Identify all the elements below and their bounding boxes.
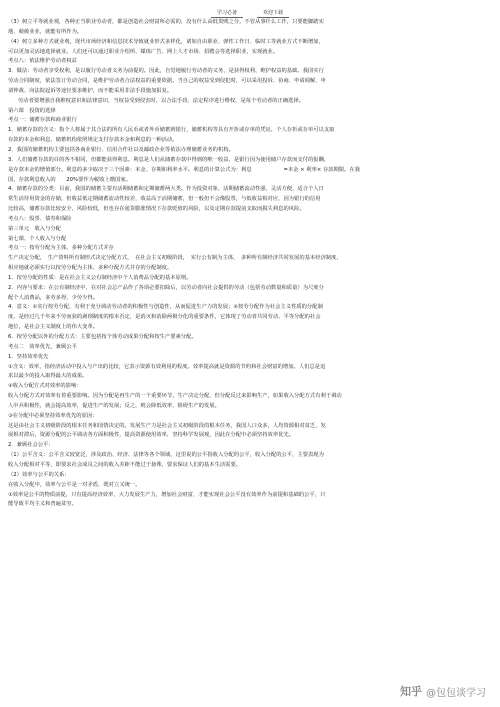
text-line: 考点二 效率优先，兼顾公平: [8, 343, 77, 350]
text-line: 地位，是社会主义制度上的伟大变革。: [8, 324, 99, 331]
text-line: （4）树立多种方式就业观，现代市场经济和信息技术导致就业形式多样化，诸如自由职业、弹性工作日、临时工等就业方式不断增加，: [8, 38, 324, 45]
watermark-text: @包包谈学习: [426, 687, 486, 699]
text-line: 1．储蓄存款的含义：指个人将属于其合法的所有人民币或者外币储蓄到银行，储蓄机构等具有开折或存单的凭证，个人存折或存单可以支取: [8, 127, 335, 134]
text-line: 收入分配相对平等，即要求社会成员之间的收入差距不能过于悬殊，要求保证人们的基本生活需要。: [8, 461, 242, 468]
text-line: 存款的本金和利息，储蓄机构依照规定支付存款本金和利息的一种活动。: [8, 137, 178, 144]
text-line: （3）树立平等就业观，各种正当职业劳动者，都是创造社会财富所必需的，没有什么高低贵贱之分。不管从事什么工作，只要能脚踏实: [8, 19, 324, 25]
text-line: 在收入分配中，效率与公平是一对矛盾，既对立又统一。: [8, 481, 141, 488]
text-line: 2．我国的储蓄机构主要包括各商业银行、信用合作社以及邮政企业等依法办理储蓄业务的机构。: [8, 146, 234, 153]
text-line: 能导致平均主义和普遍贫穷。: [8, 501, 77, 508]
text-line: 人中兵积极性，就会提高效率，促进生产的发展；反之，则会降低效率，阻碍生产的发展。: [8, 402, 220, 409]
text-line: ②收入分配方式对效率的影响：: [8, 383, 82, 390]
text-line: 是存款本金的增值部分。利息的多少取决于三个因素：本金、存期和利率水平。利息的计算公式为：利息 =本金 × 利率× 存款期限。在我: [8, 166, 361, 173]
text-line: 2．兼顾社会公平：: [8, 442, 54, 449]
text-line: 考点一：储蓄存款和商业银行: [8, 117, 77, 124]
header-left: 学习必备: [211, 9, 243, 18]
text-line: 生产决定分配， 生产资料所有制形式决定分配方式， 在社会主义初级阶段， 实行公有制为主体， 多种所有制经济共同发展的基本经济制度，: [8, 255, 342, 262]
text-line: 求以最少的投入取得最大的成果。: [8, 373, 88, 380]
text-line: 6．按劳分配以外的分配方式：主要包括按个体劳动成果分配和按生产要素分配。: [8, 334, 197, 340]
text-line: 1．坚持效率优先: [8, 353, 49, 360]
text-line: 配个人消费品，多劳多得，少劳少得。: [8, 294, 99, 301]
zhihu-logo: 知乎: [400, 685, 422, 698]
text-line: 3．人们储蓄存款的目的各不相同，但都能获得利息。利息是人们从储蓄存款中得到的唯一收益，是银行因为使用储户存款而支付的报酬，: [8, 156, 330, 163]
text-line: ①效率是公平的物质前提，只有提高经济效率，大力发展生产力，增加社会财富，才能实现社会公平没有效率作为前提和基础的公平，只: [8, 491, 326, 498]
text-line: 可以更加灵活地选择就业。人们还可以通过职业介绍所、媒体广告、网上人才市场、招聘会等选择职业，实现就业。: [8, 48, 279, 55]
page-header: [8, 0, 492, 18]
text-line: （1）公平含义：公平含义较宽泛，涉及政治、经济、法律等各个领域，这里说的公平指收入分配的公平，收入分配的公平，主要表现为: [8, 452, 324, 459]
text-line: 地、兢兢业业，就能有所作为。: [8, 28, 83, 35]
text-line: （2）效率与公平的关系：: [8, 471, 70, 478]
text-line: ①含义：效率，指经济活动中投入与产出的比较，它表示资源有效利用的程度。效率提高就是资源的节约和社会财富的增加。人们总是追: [8, 363, 326, 370]
text-line: 常生活待用资金的存储，但收益低定期储蓄流动性较差，收益高于活期储蓄，但一般但不会像股票，与低收益相对应，因为银行的信用: [8, 196, 321, 203]
text-line: 劳动者要增强自我维权意识和法律意识，当权益受到侵害时，以合法手段、法定程序进行维权，是每个劳动者的正确选择。: [18, 97, 305, 104]
text-line: 4．意义：①实行按劳分配，有利于充分调动劳动者的积极性与创造性，从而促进生产力的发展；②按劳分配作为社会主义性质的分配制: [8, 304, 323, 311]
text-line: 这是由社会主义初级阶段的根本任务和国情决定的。发展生产力是社会主义初级阶段的根本任务，我国人口众多，人均资源相对贫乏，发: [8, 422, 326, 429]
text-line: 考点八：股票、债券和保险: [8, 215, 72, 222]
text-line: 2．内容与要求：在公有制经济中，在对社会总产品作了各项必要扣除后，以劳动者向社会提供的劳动（包括劳动数量和质量）为尺度分: [8, 284, 324, 291]
text-line: 4．储蓄存款的分类：目前，我国的储蓄主要有活期储蓄和定期储蓄两大类。作为投资对象，活期储蓄流动性强、灵活方便，适合个人日: [8, 186, 324, 193]
text-line: 考点八：依法维护劳动者权益: [8, 58, 77, 65]
text-line: 相应地就必须实行以按劳分配为主体、多种分配方式并存的分配制度。: [8, 265, 173, 272]
text-line: 第七课、个人收入与分配: [8, 235, 67, 242]
text-line: 比较高，储蓄存款比较安全，风险较低，但也存在通货膨胀情况下存款贬值的风险，以及定期存款提前支取而损失利息的风险。: [8, 206, 305, 213]
text-line: 3．做法：劳动者享受权利，是以履行劳动者义务为前提的。因此，自觉地履行劳动者的义务，是获得权利、维护权益的基础。我国实行: [8, 68, 324, 75]
text-line: 1．按劳分配的性质：是在社会主义公有制经济中个人消费品分配的基本原则。: [8, 274, 192, 281]
header-right: 欢迎下载: [257, 9, 289, 18]
text-line: 国，存款利息收入的 20%要作为税收上缴国家。: [8, 176, 132, 183]
text-line: 请仲裁、向法院起诉等途径要求维护，而不能采用非法手段施加报复。: [8, 87, 173, 94]
document-body: [8, 18, 492, 510]
text-line: 劳动合同制度，依法签订劳动合同，是维护劳动者合法权益的重要依据。当自己的权益受到侵犯时，可以采用投诉、协商、申请调解、申: [8, 78, 326, 85]
text-line: 度，是经过几千年来不劳而获的剥削制度的根本否定，是消灭和消除两极分化的重要条件，它体现了劳动者共同劳动、平等分配的社会: [8, 314, 321, 321]
text-line: 收入分配方式对效率有着重要影响。因为分配是再生产的一个重要环节，生产决定分配，但分配反过来影响生产，如果收入分配方式有利于调动: [8, 393, 342, 400]
watermark: [400, 683, 486, 699]
text-line: 考点一：按劳分配为主体，多种分配方式并存: [8, 245, 114, 252]
text-line: 第三单元 收入与分配: [8, 225, 61, 232]
text-line: 第六课 投资的选择: [8, 107, 56, 114]
text-line: ③在分配中必须坚持效率优先的原因：: [8, 412, 98, 419]
text-line: 展相对滞后，资源分配的公平调动各方面积极性，提高资源使用效率，坚持科学发展观，因此在分配中必须坚持效率优先。: [8, 432, 295, 439]
